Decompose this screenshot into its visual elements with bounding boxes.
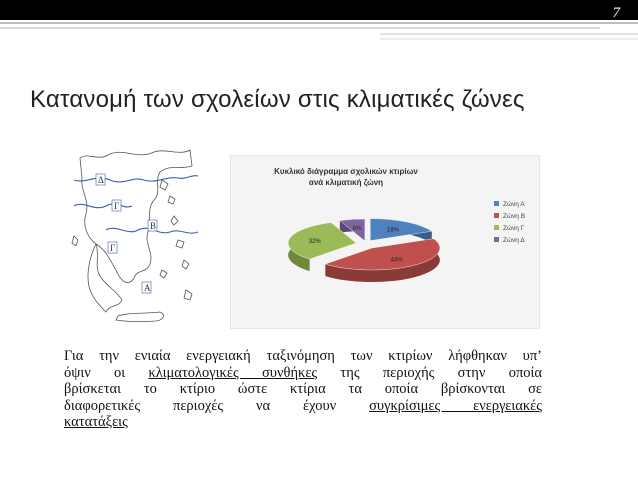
zone-label-alpha: Α <box>144 283 151 293</box>
legend-swatch <box>494 237 499 242</box>
pie-slices <box>288 219 440 282</box>
slide-title: Κατανομή των σχολείων στις κλιματικές ζώνες <box>30 86 525 113</box>
zone-label-delta: Δ <box>98 175 104 185</box>
legend-label: Ζώνη Α <box>503 201 525 208</box>
decor-stripe <box>380 38 638 40</box>
body-line: βρίσκεται το κτίριο ώστε κτίρια τα οποία βρίσκονται σε <box>64 381 542 397</box>
pie-data-label: 6% <box>352 226 362 233</box>
legend-label: Ζώνη Δ <box>503 237 525 244</box>
legend-swatch <box>494 201 499 206</box>
top-bar <box>0 0 638 20</box>
emphasis-classifications: κατατάξεις <box>64 414 128 430</box>
body-line: διαφορετικές περιοχές να έχουν συγκρίσιμες ενεργειακές <box>64 397 543 414</box>
chart-legend <box>494 200 525 244</box>
zone-label-gamma-2: Γ <box>110 243 116 253</box>
emphasis-comparable: συγκρίσιμες ενεργειακές <box>369 397 543 414</box>
pie-data-label: 32% <box>308 239 321 246</box>
body-paragraph <box>64 348 542 431</box>
legend-swatch <box>494 213 499 218</box>
body-line: όψιν οι κλιματολογικές συνθήκες της περιοχής στην οποία <box>64 364 543 381</box>
decor-stripe <box>0 27 600 29</box>
decor-stripe <box>380 33 638 35</box>
climate-zone-map <box>66 140 200 330</box>
pie-chart <box>230 155 540 329</box>
emphasis-climatic-conditions: κλιματολογικές συνθήκες <box>148 364 318 381</box>
pie-data-label: 18% <box>386 227 399 234</box>
legend-swatch <box>494 225 499 230</box>
zone-label-beta: Β <box>150 221 157 231</box>
legend-label: Ζώνη Γ <box>503 225 525 232</box>
legend-label: Ζώνη Β <box>503 213 526 220</box>
chart-title-line2: ανά κλιματική ζώνη <box>308 178 384 187</box>
decor-stripe <box>0 22 638 24</box>
zone-label-gamma: Γ <box>114 201 120 211</box>
chart-title-line1: Κυκλικό διάγραμμα σχολικών κτιρίων <box>274 167 418 176</box>
mainland-outline <box>80 150 192 283</box>
body-line: Για την ενιαία ενεργειακή ταξινόμηση των κτιρίων λήφθηκαν υπ’ <box>64 348 542 364</box>
slide-number: 7 <box>612 5 620 21</box>
pie-data-label: 44% <box>390 257 403 264</box>
